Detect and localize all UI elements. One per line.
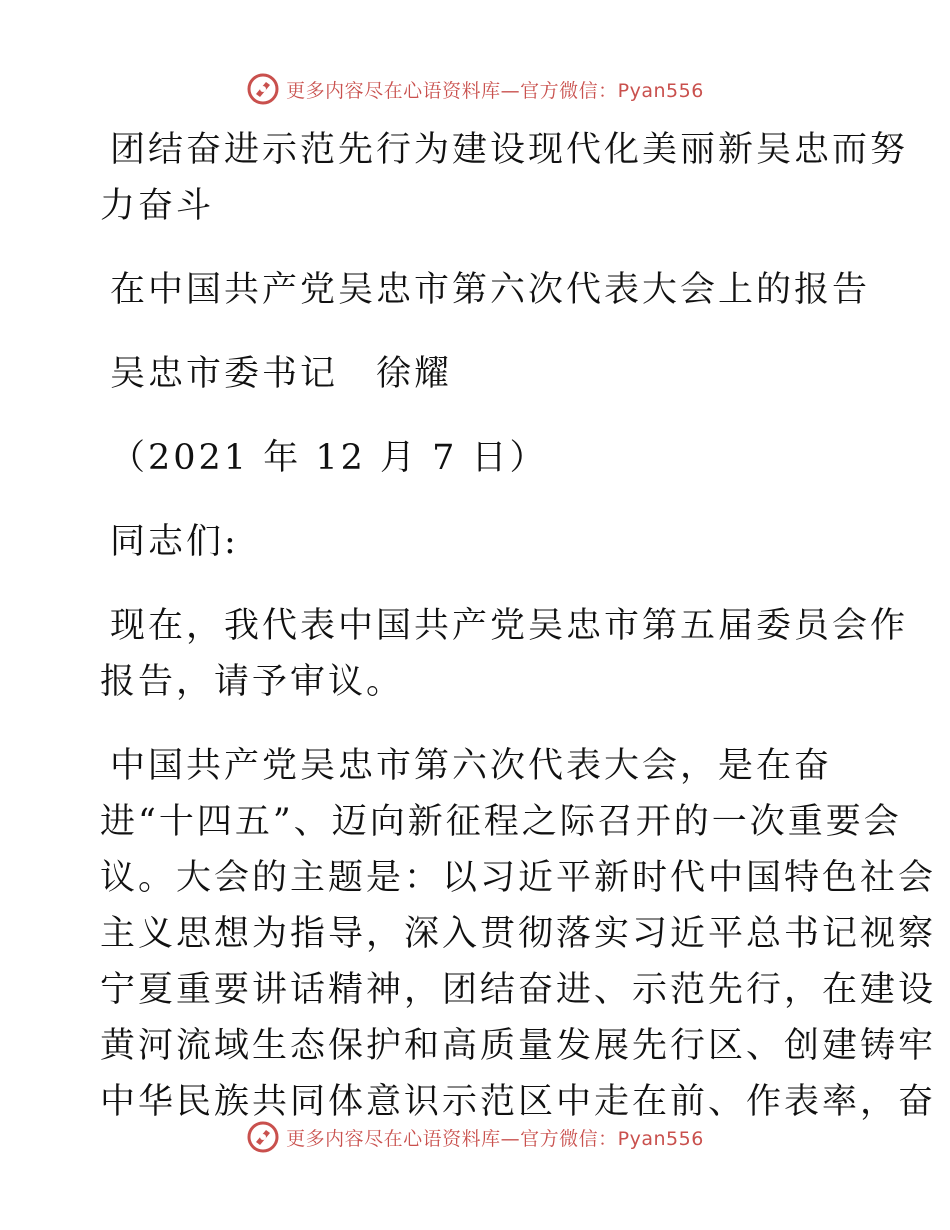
paragraph-1-line-2: 报告，请予审议。 <box>100 662 405 702</box>
paragraph-2-line: 议。大会的主题是：以习近平新时代中国特色社会 <box>100 858 937 898</box>
author: 吴忠市委书记 徐耀 <box>110 354 453 394</box>
paragraph-1-line-1: 现在，我代表中国共产党吴忠市第五届委员会作 <box>110 606 909 646</box>
banner-text: 更多内容尽在心语资料库—官方微信：Pyan556 <box>286 79 704 102</box>
subtitle: 在中国共产党吴忠市第六次代表大会上的报告 <box>110 270 871 310</box>
paragraph-2-line: 进“十四五”、迈向新征程之际召开的一次重要会 <box>100 802 902 842</box>
footer-banner <box>0 1120 950 1154</box>
paragraph-2-line: 中国共产党吴忠市第六次代表大会，是在奋 <box>110 746 833 786</box>
paragraph-2-line: 宁夏重要讲话精神，团结奋进、示范先行，在建设 <box>100 970 937 1010</box>
salutation: 同志们: <box>110 522 239 562</box>
banner-text: 更多内容尽在心语资料库—官方微信：Pyan556 <box>286 1127 704 1150</box>
seal-logo-icon <box>246 72 280 106</box>
seal-logo-icon <box>246 1120 280 1154</box>
title-line-2: 力奋斗 <box>100 186 215 226</box>
paragraph-2-line: 黄河流域生态保护和高质量发展先行区、创建铸牢 <box>100 1026 937 1066</box>
header-banner <box>0 72 950 106</box>
date: （2021 年 12 月 7 日） <box>110 438 548 478</box>
title-line-1: 团结奋进示范先行为建设现代化美丽新吴忠而努 <box>110 130 909 170</box>
paragraph-2-line: 主义思想为指导，深入贯彻落实习近平总书记视察 <box>100 914 937 954</box>
paragraph-2-line: 中华民族共同体意识示范区中走在前、作表率，奋 <box>100 1082 937 1122</box>
document-body <box>100 122 937 1130</box>
